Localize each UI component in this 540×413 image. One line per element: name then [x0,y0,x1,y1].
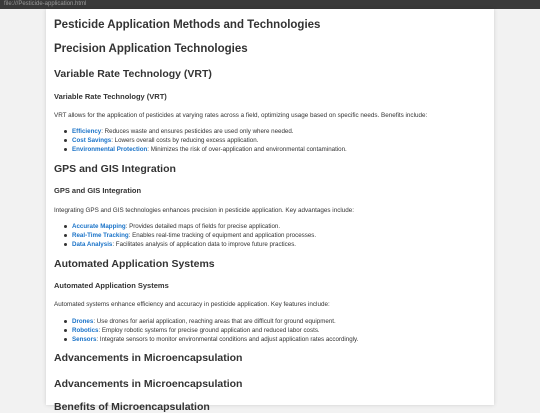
list-item [54,317,358,326]
list-item-term: Accurate Mapping [72,223,126,230]
list-item-term: Real-Time Tracking [72,232,129,239]
paragraph-automated-intro: Automated systems enhance efficiency and accuracy in pesticide application. Key features include: [54,301,330,308]
browser-top-bar [0,0,540,9]
document-page [46,9,494,413]
subsection-heading-vrt: Variable Rate Technology (VRT) [54,68,212,80]
browser-url: file:///Pesticide-application.html [4,1,87,7]
list-vrt-benefits [54,127,347,154]
paragraph-gps-gis-intro: Integrating GPS and GIS technologies enhances precision in pesticide application. Key advantages include: [54,207,354,214]
list-item-text: : Employ robotic systems for precise ground application and reduced labor costs. [98,327,320,334]
list-item-text: : Reduces waste and ensures pesticides are used only where needed. [101,128,294,135]
list-item [54,127,347,136]
list-gps-gis-advantages [54,222,316,249]
list-item-text: : Enables real-time tracking of equipment and application processes. [128,232,317,239]
paragraph-vrt-intro: VRT allows for the application of pesticides at varying rates across a field, optimizing usage based on specific needs. Benefits include: [54,112,428,119]
section-heading-benefits-cut: Benefits of Microencapsulation [54,401,210,413]
list-item [54,231,316,240]
subsection-heading-gps-gis: GPS and GIS Integration [54,163,176,175]
list-item-term: Environmental Protection [72,146,148,153]
list-item-term: Cost Savings [72,137,112,144]
list-item-term: Data Analysis [72,241,113,248]
list-item [54,240,316,249]
list-item-text: : Minimizes the risk of over-application and environmental contamination. [147,146,347,153]
list-item-text: : Integrate sensors to monitor environmental conditions and adjust application rates accordingly. [96,336,359,343]
list-item-term: Drones [72,318,94,325]
page-title: Pesticide Application Methods and Technologies [54,19,321,31]
section-heading-precision: Precision Application Technologies [54,43,248,55]
list-item-text: : Lowers overall costs by reducing excess application. [111,137,259,144]
list-item-term: Efficiency [72,128,102,135]
list-item-text: : Facilitates analysis of application data to improve future practices. [112,241,297,248]
list-item-text: : Use drones for aerial application, reaching areas that are difficult for ground equipment. [93,318,336,325]
list-item [54,335,358,344]
subsection-subheading-gps-gis: GPS and GIS Integration [54,186,142,195]
list-item-text: : Provides detailed maps of fields for precise application. [125,223,281,230]
subsection-subheading-automated: Automated Application Systems [54,281,169,290]
section-heading-microencapsulation-repeat: Advancements in Microencapsulation [54,378,243,390]
list-item [54,222,316,231]
list-automated-features [54,317,358,344]
list-item [54,136,347,145]
section-heading-microencapsulation: Advancements in Microencapsulation [54,352,243,364]
list-item-term: Robotics [72,327,99,334]
list-item [54,145,347,154]
subsection-subheading-vrt: Variable Rate Technology (VRT) [54,92,167,101]
subsection-heading-automated: Automated Application Systems [54,258,215,270]
list-item-term: Sensors [72,336,97,343]
list-item [54,326,358,335]
